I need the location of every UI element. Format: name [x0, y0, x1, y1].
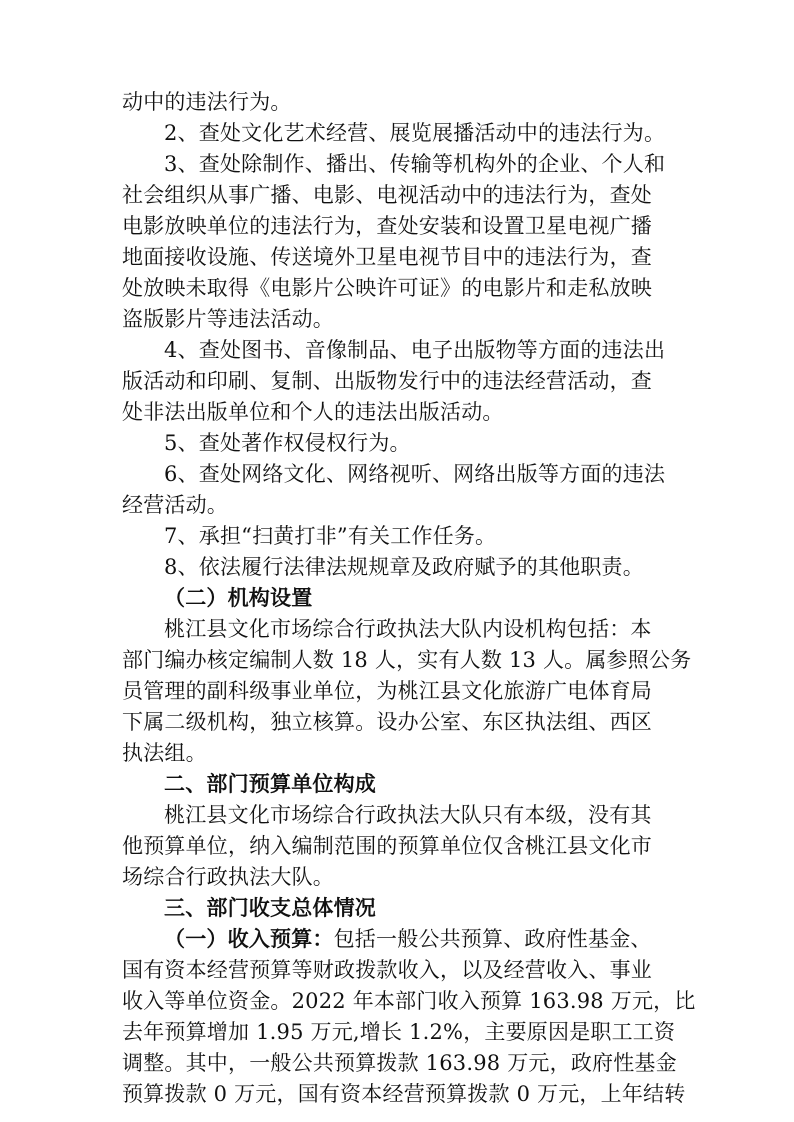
paragraph-line: 3、查处除制作、播出、传输等机构外的企业、个人和	[164, 152, 666, 176]
paragraph-line: 部门编办核定编制人数 18 人，实有人数 13 人。属参照公务	[122, 648, 692, 672]
paragraph-line: 5、查处著作权侵权行为。	[164, 431, 411, 455]
paragraph-line: 去年预算增加 1.95 万元,增长 1.2%，主要原因是职工工资	[122, 1020, 676, 1044]
paragraph-line: 6、查处网络文化、网络视听、网络出版等方面的违法	[164, 462, 666, 486]
paragraph-line: 经营活动。	[122, 493, 228, 517]
paragraph-line: 盗版影片等违法活动。	[122, 307, 334, 331]
paragraph-line: 社会组织从事广播、电影、电视活动中的违法行为，查处	[122, 183, 652, 207]
paragraph-line: 7、承担“扫黄打非”有关工作任务。	[164, 524, 497, 548]
paragraph-line: 4、查处图书、音像制品、电子出版物等方面的违法出	[164, 338, 666, 362]
paragraph-line: 场综合行政执法大队。	[122, 865, 334, 889]
section-heading: 二、部门预算单位构成	[164, 771, 376, 796]
paragraph-line: 处非法出版单位和个人的违法出版活动。	[122, 400, 504, 424]
paragraph-line: 收入等单位资金。2022 年本部门收入预算 163.98 万元，比	[122, 989, 696, 1013]
paragraph-line: 2、查处文化艺术经营、展览展播活动中的违法行为。	[164, 121, 666, 145]
paragraph-line: 桃江县文化市场综合行政执法大队内设机构包括：本	[164, 617, 652, 641]
section-heading: （二）机构设置	[164, 585, 313, 610]
income-heading-label: 收入预算：	[227, 926, 334, 951]
paragraph-line: 8、依法履行法律法规规章及政府赋予的其他职责。	[164, 555, 644, 579]
income-heading-rest: 包括一般公共预算、政府性基金、	[333, 927, 652, 951]
paragraph-line: 国有资本经营预算等财政拨款收入，以及经营收入、事业	[122, 958, 652, 982]
paragraph-line: 下属二级机构，独立核算。设办公室、东区执法组、西区	[122, 710, 652, 734]
paragraph-line: 地面接收设施、传送境外卫星电视节目中的违法行为，查	[122, 245, 652, 269]
section-heading: 三、部门收支总体情况	[164, 895, 376, 920]
paragraph-line-income	[164, 925, 652, 953]
paragraph-line: 调整。其中，一般公共预算拨款 163.98 万元，政府性基金	[122, 1051, 677, 1075]
paragraph-line: 员管理的副科级事业单位，为桃江县文化旅游广电体育局	[122, 679, 652, 703]
paragraph-line: 版活动和印刷、复制、出版物发行中的违法经营活动，查	[122, 369, 652, 393]
paragraph-line: 执法组。	[122, 741, 207, 765]
paragraph-line: 处放映未取得《电影片公映许可证》的电影片和走私放映	[122, 276, 652, 300]
paragraph-line: 桃江县文化市场综合行政执法大队只有本级，没有其	[164, 803, 652, 827]
paragraph-line: 电影放映单位的违法行为，查处安装和设置卫星电视广播	[122, 214, 652, 238]
paragraph-line: 预算拨款 0 万元，国有资本经营预算拨款 0 万元，上年结转	[122, 1082, 686, 1106]
paragraph-line: 他预算单位，纳入编制范围的预算单位仅含桃江县文化市	[122, 834, 652, 858]
paragraph-line: 动中的违法行为。	[122, 90, 292, 114]
income-heading-prefix: （一）	[164, 926, 228, 951]
